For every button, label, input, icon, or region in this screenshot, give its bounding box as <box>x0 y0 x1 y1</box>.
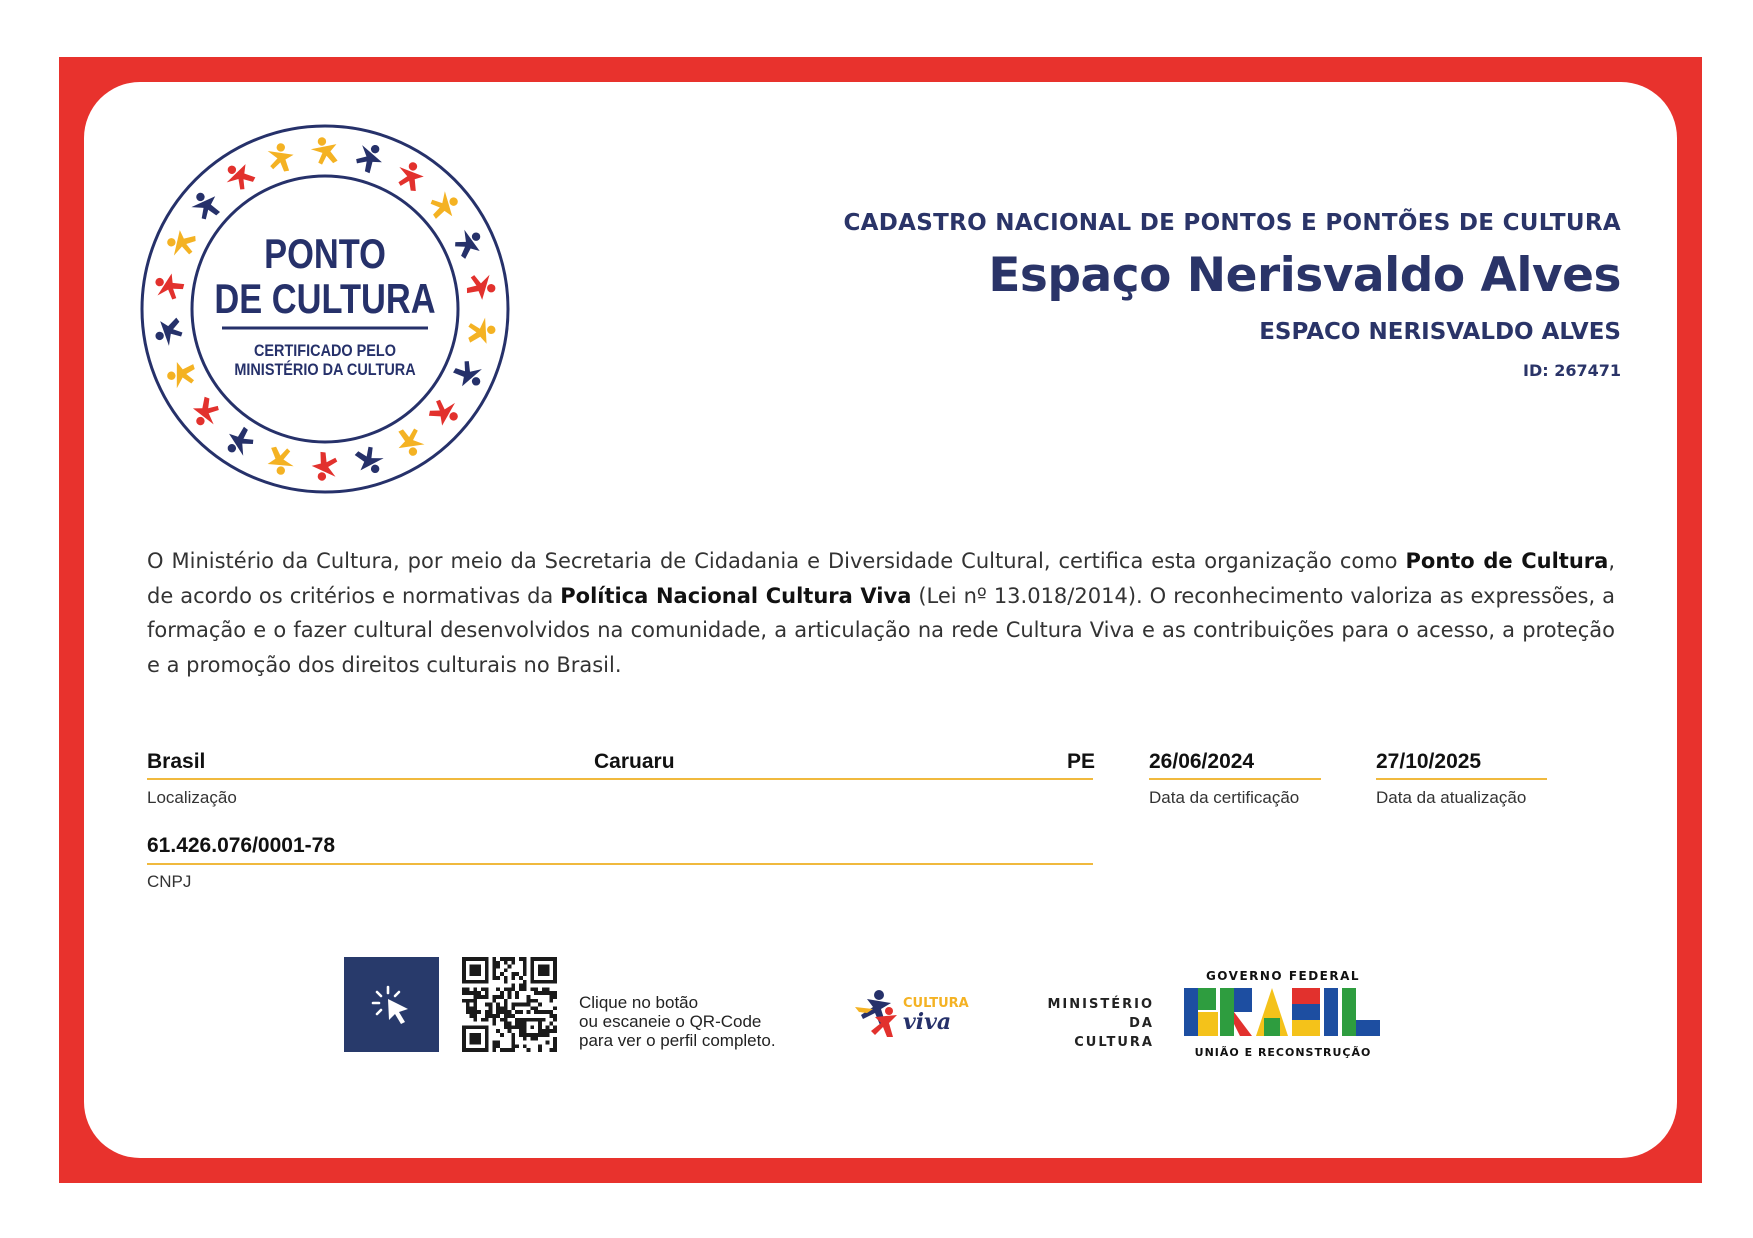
seal-figure <box>267 143 294 172</box>
seal-title-2: DE CULTURA <box>214 275 436 323</box>
update-date-underline <box>1376 778 1547 780</box>
cnpj-label: CNPJ <box>147 872 192 891</box>
country-value: Brasil <box>147 750 206 773</box>
cultura-viva-logo <box>853 985 975 1043</box>
statement-bold-politica: Política Nacional Cultura Viva <box>560 583 912 608</box>
seal-figure <box>426 395 462 430</box>
id-label: ID: <box>1522 361 1549 380</box>
seal-figure <box>394 425 426 459</box>
city-value: Caruaru <box>594 750 675 773</box>
state-value: PE <box>1067 750 1096 773</box>
qr-code-icon[interactable] <box>462 957 557 1052</box>
certification-date-label: Data da certificação <box>1149 788 1300 807</box>
legal-name: ESPACO NERISVALDO ALVES <box>1259 319 1621 345</box>
seal-figure <box>450 356 488 394</box>
seal-figure <box>465 316 497 346</box>
seal-figure <box>150 269 187 305</box>
ponto-de-cultura-seal <box>138 122 512 496</box>
location-label: Localização <box>147 788 237 807</box>
seal-figure <box>267 446 294 475</box>
governo-federal-logo <box>1184 968 1382 1063</box>
seal-figure <box>220 157 258 195</box>
qr-caption-line-1: Clique no botão <box>579 993 699 1012</box>
seal-title-1: PONTO <box>264 230 386 278</box>
cultura-viva-text-1: CULTURA <box>903 996 969 1011</box>
seal-figure <box>166 229 197 258</box>
gov-bottom-text: UNIÃO E RECONSTRUÇÃO <box>1194 1046 1372 1059</box>
seal-figure <box>394 159 426 193</box>
organization-id <box>721 361 1621 380</box>
view-profile-button[interactable] <box>344 957 439 1052</box>
seal-figure <box>308 133 341 168</box>
location-underline <box>147 778 1093 780</box>
cultura-viva-text-2: viva <box>903 1009 952 1035</box>
seal-figure <box>426 188 462 223</box>
seal-subtitle-2: MINISTÉRIO DA CULTURA <box>234 360 416 380</box>
qr-caption <box>579 993 776 1050</box>
seal-subtitle-1: CERTIFICADO PELO <box>253 341 397 361</box>
qr-caption-line-3: para ver o perfil completo. <box>579 1031 776 1050</box>
seal-figure <box>351 138 388 176</box>
seal-figure <box>187 394 224 432</box>
registry-title: CADASTRO NACIONAL DE PONTOS E PONTÕES DE CULTURA <box>843 210 1621 236</box>
statement-part-1: O Ministério da Cultura, por meio da Secretaria de Cidadania e Diversidade Cultural, certifica esta organização como <box>147 549 1406 573</box>
update-date-value: 27/10/2025 <box>1376 750 1482 773</box>
id-value: 267471 <box>1554 361 1621 380</box>
organization-name: Espaço Nerisvaldo Alves <box>988 248 1621 303</box>
certification-date-value: 26/06/2024 <box>1149 750 1255 773</box>
seal-figure <box>465 271 497 301</box>
cursor-click-icon <box>344 957 439 1052</box>
cnpj-underline <box>147 863 1093 865</box>
seal-figure <box>308 450 341 485</box>
ministry-logo <box>1022 995 1154 1052</box>
seal-figure <box>187 187 224 225</box>
seal-figure <box>150 314 187 350</box>
certification-statement <box>147 544 1615 682</box>
gov-top-text: GOVERNO FEDERAL <box>1205 969 1361 983</box>
update-date-label: Data da atualização <box>1376 788 1527 807</box>
seal-figure <box>220 423 258 461</box>
seal-figure <box>166 360 197 389</box>
statement-part-2: , de acordo os critérios e normativas da <box>147 549 1615 608</box>
qr-caption-line-2: ou escaneie o QR-Code <box>579 1012 762 1031</box>
seal-figure <box>450 224 488 262</box>
cnpj-value: 61.426.076/0001-78 <box>147 834 336 857</box>
certification-date-underline <box>1149 778 1321 780</box>
statement-part-3: (Lei nº 13.018/2014). O reconhecimento valoriza as expressões, a formação e o fazer cultural desenvolvidos na comunidade, a articulação na rede Cultura Viva e as contribuições para o acesso, a proteção e a promoção dos direitos culturais no Brasil. <box>147 583 1615 677</box>
ministry-line-1: MINISTÉRIO DA <box>1047 997 1154 1031</box>
statement-bold-ponto: Ponto de Cultura <box>1405 549 1609 573</box>
ministry-line-2: CULTURA <box>1074 1035 1154 1050</box>
certificate-header <box>721 210 1621 380</box>
seal-figure <box>351 442 388 480</box>
